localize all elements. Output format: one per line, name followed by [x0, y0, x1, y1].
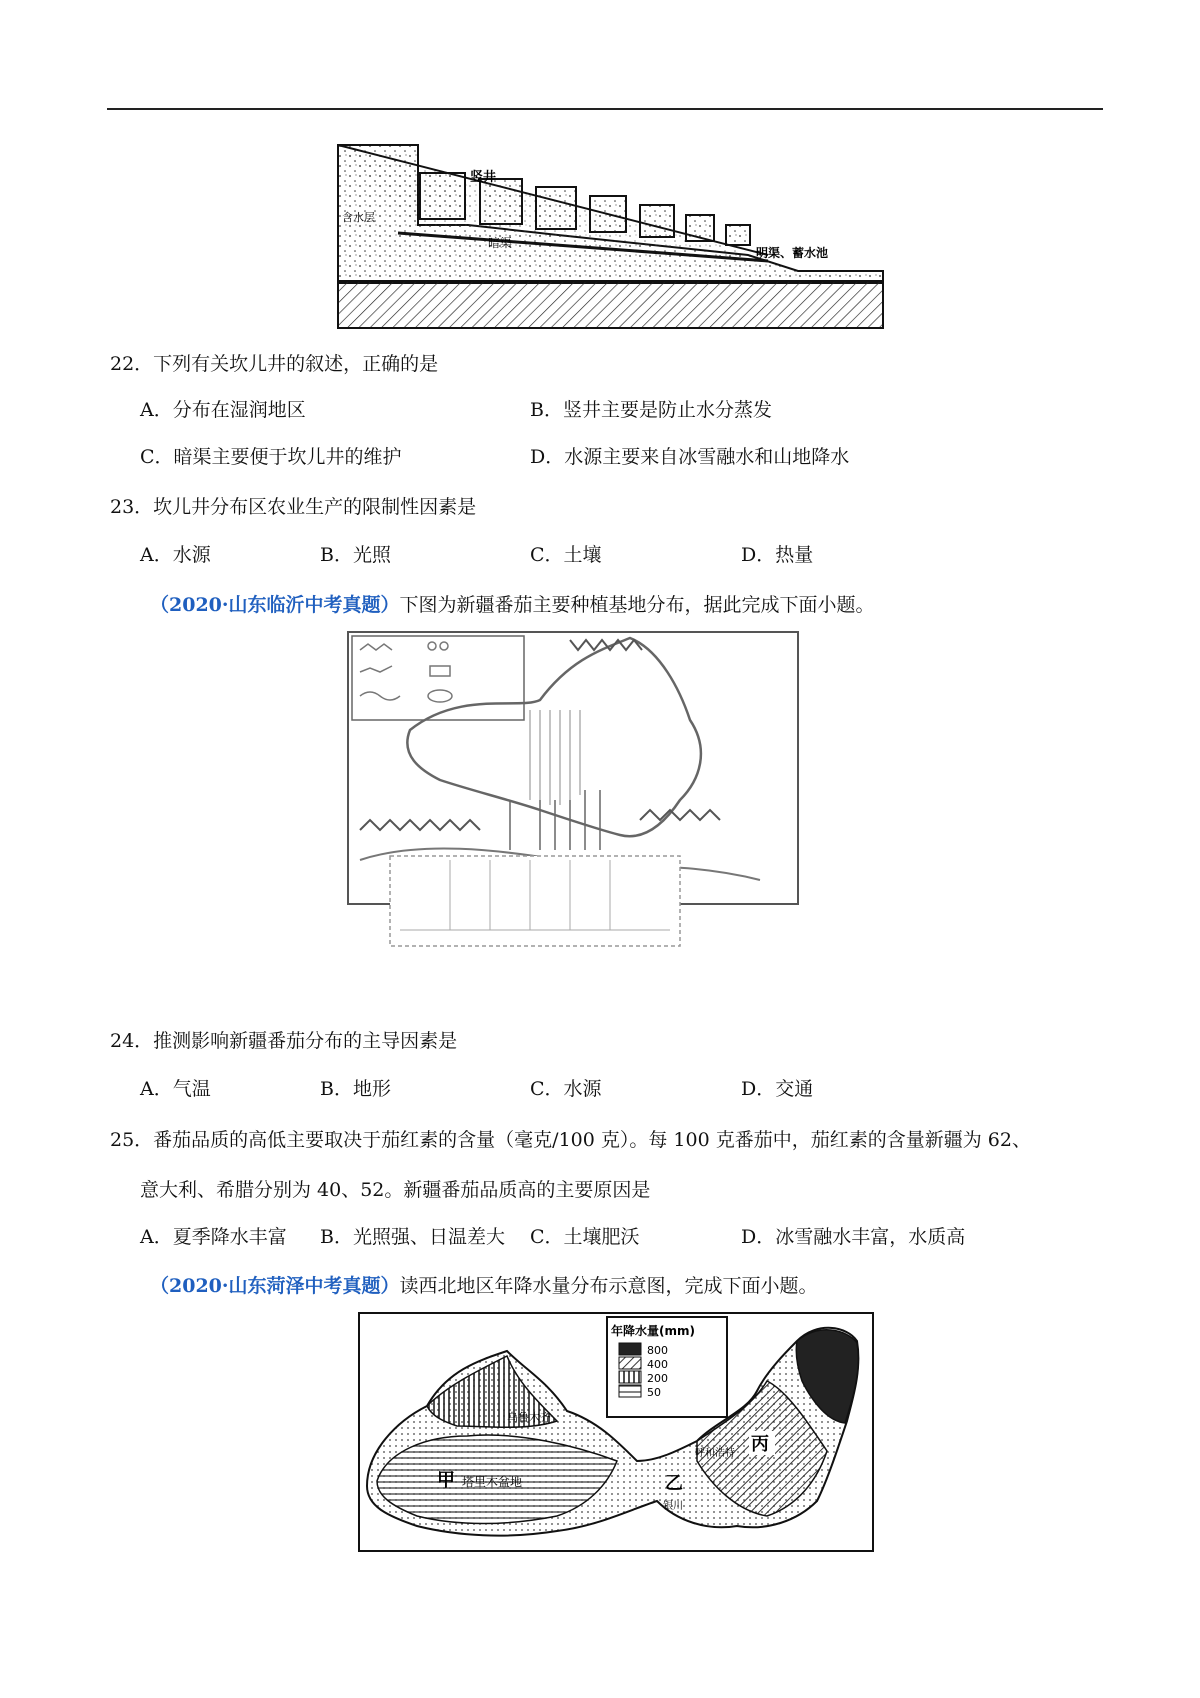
q25-option-a[interactable]: A．夏季降水丰富 — [140, 1226, 287, 1248]
q22-option-b[interactable]: B．竖井主要是防止水分蒸发 — [530, 399, 772, 421]
q25-stem-line2: 意大利、希腊分别为 40、52。新疆番茄品质高的主要原因是 — [140, 1179, 651, 1201]
source-tag-heze: （2020·山东菏泽中考真题） — [150, 1275, 400, 1297]
rain-label-basin: 塔里木盆地 — [462, 1475, 523, 1489]
rain-legend-title: 年降水量(mm) — [611, 1324, 695, 1338]
karez-label-dark-channel: 暗渠 — [488, 236, 513, 250]
rain-legend-swatch-800 — [619, 1343, 641, 1355]
q25-option-b[interactable]: B．光照强、日温差大 — [320, 1226, 505, 1248]
intro-linyi — [150, 593, 875, 617]
karez-label-shaft: 竖井 — [470, 170, 497, 185]
q22-stem: 22．下列有关坎儿井的叙述，正确的是 — [110, 353, 439, 375]
rain-legend-value-400: 400 — [647, 1358, 668, 1371]
rain-legend-value-200: 200 — [647, 1372, 668, 1385]
karez-label-aquifer: 含水层 — [342, 211, 375, 224]
intro-heze — [150, 1274, 818, 1298]
rain-legend-swatch-400 — [619, 1357, 641, 1369]
rain-legend-swatch-50 — [619, 1385, 641, 1397]
q24-option-d[interactable]: D．交通 — [741, 1078, 814, 1100]
q24-option-b[interactable]: B．地形 — [320, 1078, 391, 1100]
rain-label-yinchuan: 银川 — [663, 1501, 683, 1512]
q22-option-c[interactable]: C．暗渠主要便于坎儿井的维护 — [140, 446, 402, 468]
q24-option-c[interactable]: C．水源 — [530, 1078, 602, 1100]
header-rule — [107, 108, 1103, 110]
q25-stem-line1: 25．番茄品质的高低主要取决于茄红素的含量（毫克/100 克）。每 100 克番茄中，茄红素的含量新疆为 62、 — [110, 1129, 1031, 1151]
rain-label-jia: 甲 — [437, 1470, 455, 1491]
q23-option-a[interactable]: A．水源 — [140, 544, 211, 566]
q22-option-d[interactable]: D．水源主要来自冰雪融水和山地降水 — [530, 446, 850, 468]
intro-linyi-text: 下图为新疆番茄主要种植基地分布，据此完成下面小题。 — [399, 594, 875, 616]
q23-option-c[interactable]: C．土壤 — [530, 544, 602, 566]
q22-option-a[interactable]: A．分布在湿润地区 — [140, 399, 306, 421]
karez-diagram — [328, 143, 893, 330]
q24-option-a[interactable]: A．气温 — [140, 1078, 211, 1100]
northwest-rainfall-map — [357, 1311, 875, 1553]
rain-label-yi: 乙 — [665, 1473, 683, 1494]
q25-option-d[interactable]: D．冰雪融水丰富，水质高 — [741, 1226, 966, 1248]
base-name-table — [390, 856, 680, 946]
tomato-base-map — [340, 630, 802, 1006]
rain-label-urumqi: 乌鲁木齐 — [507, 1411, 551, 1424]
q23-option-d[interactable]: D．热量 — [741, 544, 814, 566]
rain-legend-value-50: 50 — [647, 1386, 661, 1399]
rain-label-bing: 丙 — [751, 1434, 769, 1455]
q23-stem: 23．坎儿井分布区农业生产的限制性因素是 — [110, 496, 477, 518]
q25-option-c[interactable]: C．土壤肥沃 — [530, 1226, 640, 1248]
rain-legend-swatch-200 — [619, 1371, 641, 1383]
rain-label-hohhot: 呼和浩特 — [695, 1448, 735, 1459]
q23-option-b[interactable]: B．光照 — [320, 544, 391, 566]
source-tag-linyi: （2020·山东临沂中考真题） — [150, 594, 400, 616]
karez-label-reservoir: 明渠、蓄水池 — [756, 246, 829, 260]
intro-heze-text: 读西北地区年降水量分布示意图，完成下面小题。 — [399, 1275, 818, 1297]
q24-stem: 24．推测影响新疆番茄分布的主导因素是 — [110, 1030, 458, 1052]
rain-legend-value-800: 800 — [647, 1344, 668, 1357]
